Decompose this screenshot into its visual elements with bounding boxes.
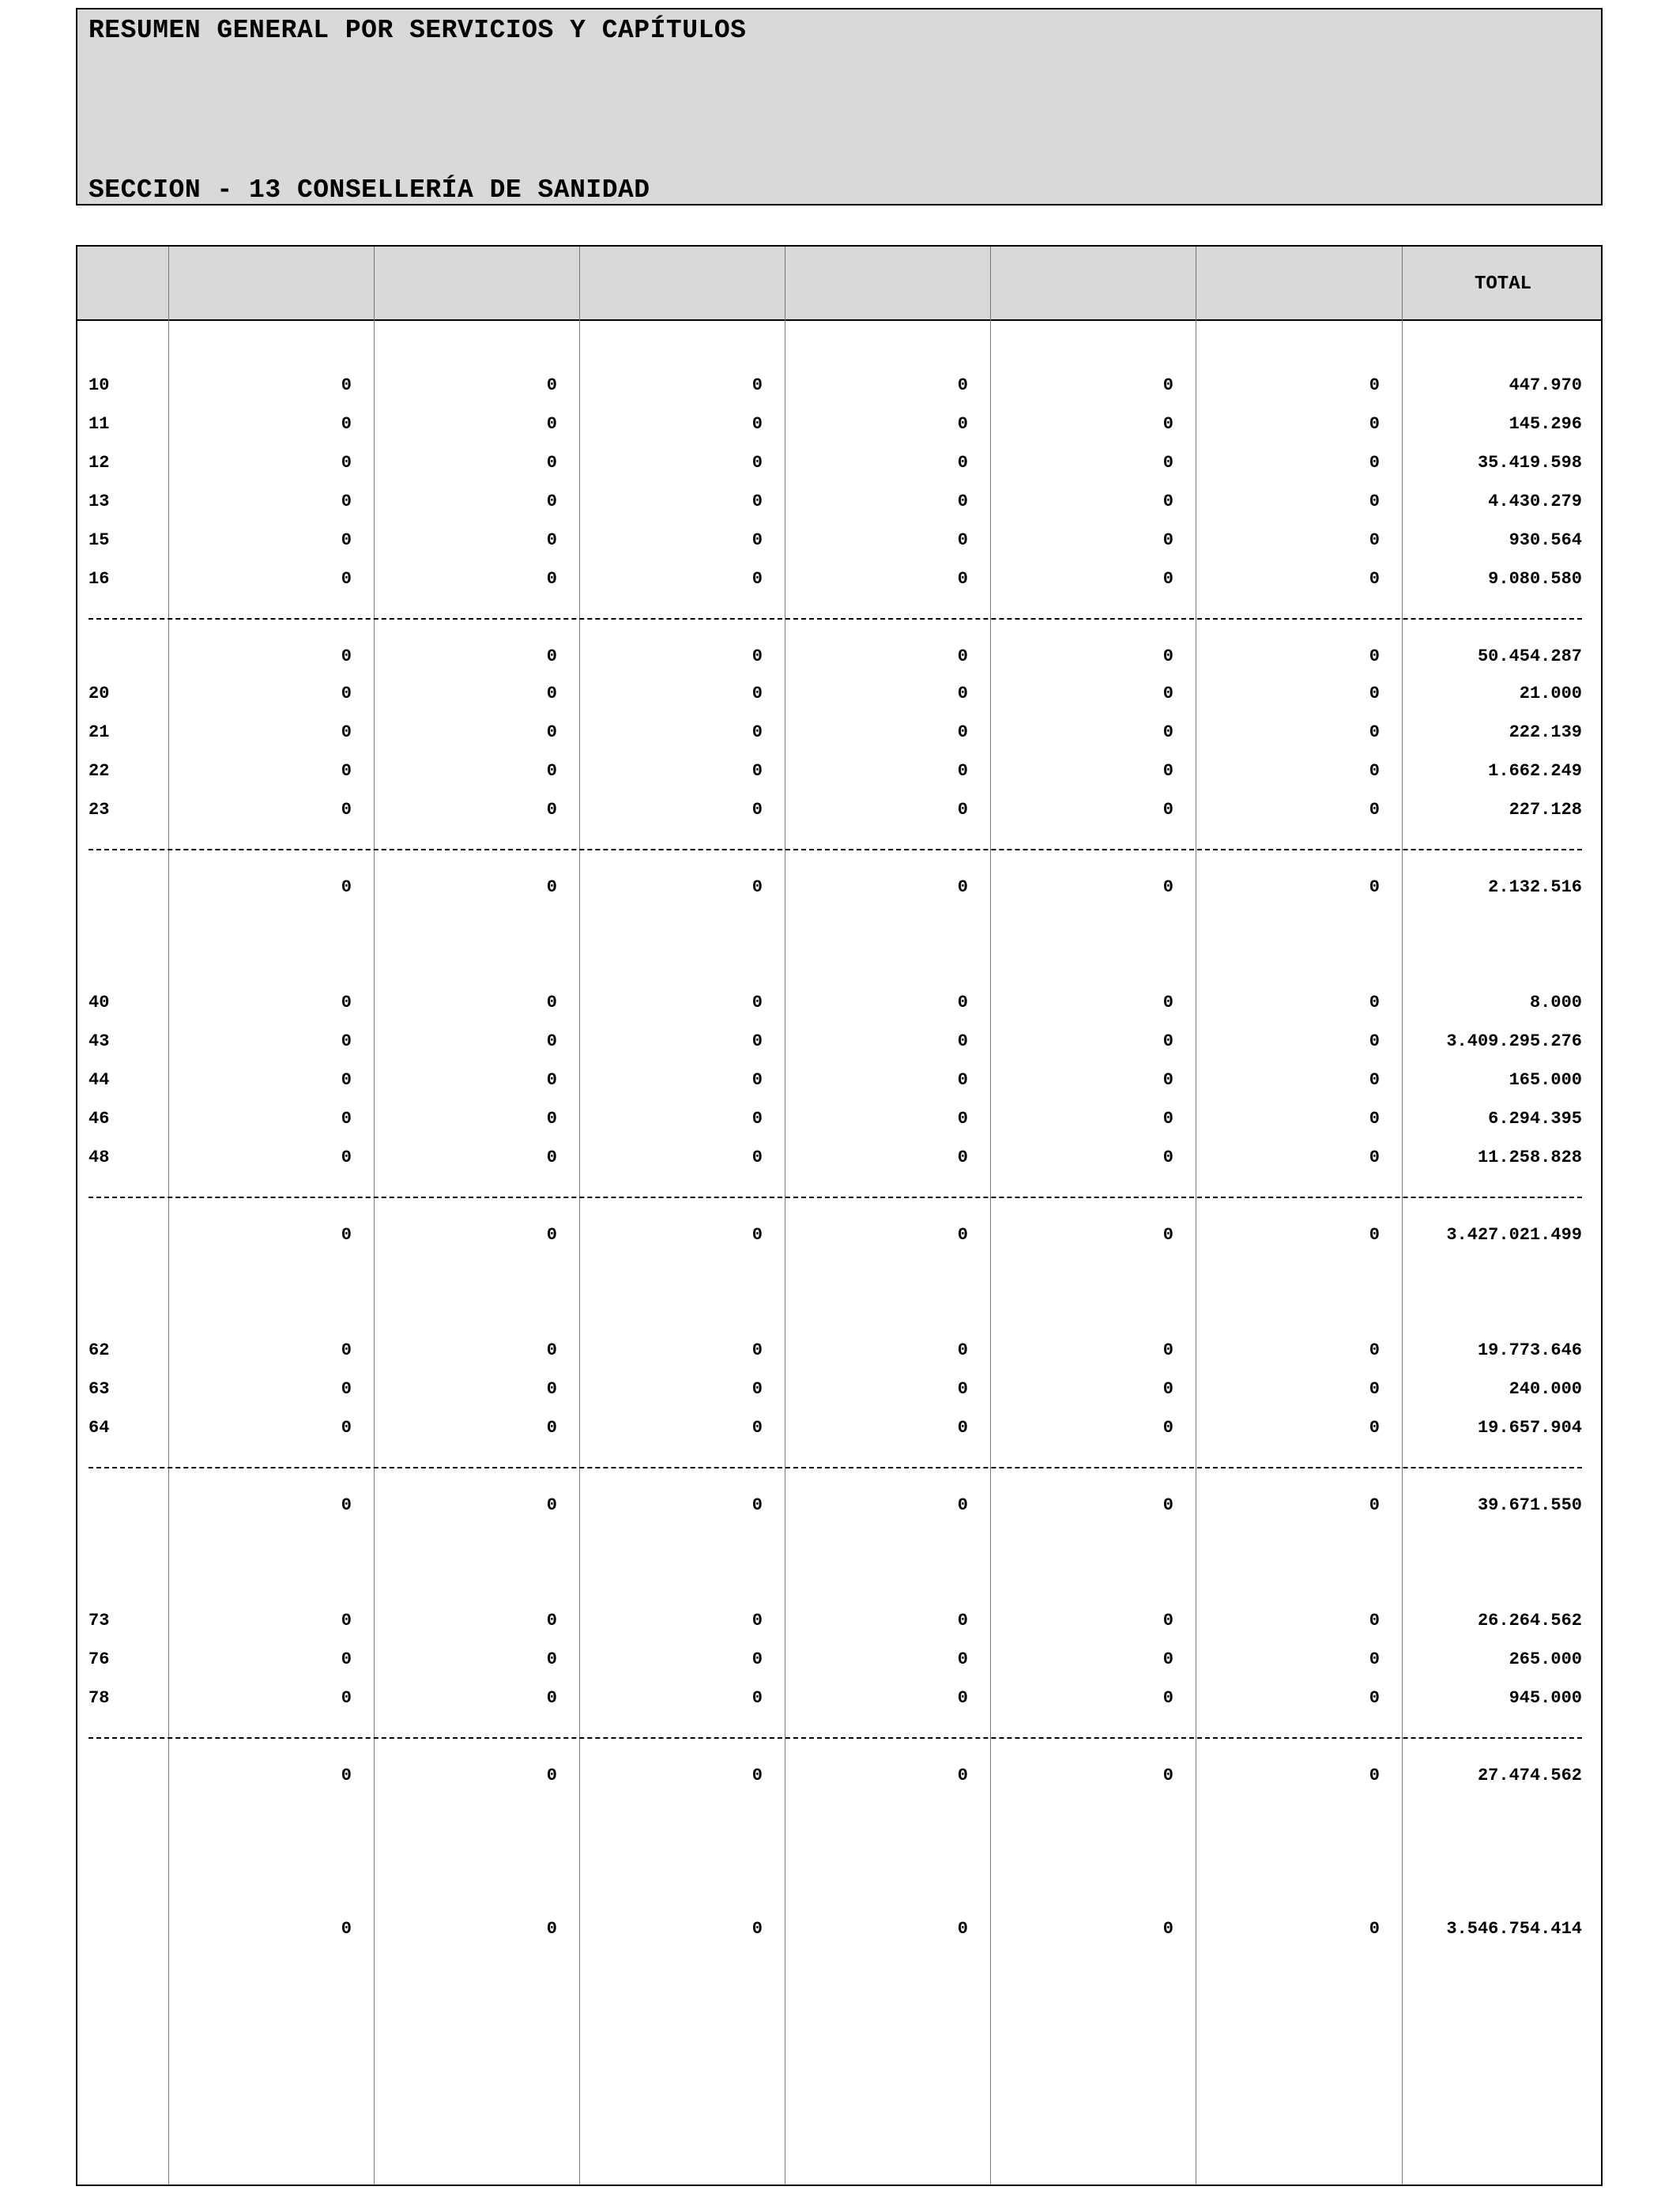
row-value: 0	[1162, 761, 1173, 781]
row-value: 0	[1369, 1649, 1380, 1669]
row-total: 26.264.562	[1477, 1611, 1582, 1630]
row-value: 0	[546, 414, 557, 434]
subtotal-row	[77, 645, 1601, 669]
row-value: 0	[341, 1495, 352, 1515]
row-value: 0	[546, 877, 557, 897]
row-value: 0	[341, 1070, 352, 1090]
row-value: 0	[957, 1495, 968, 1515]
row-value: 0	[1369, 877, 1380, 897]
row-value: 0	[957, 1418, 968, 1438]
total-column-header: TOTAL	[1474, 273, 1531, 295]
row-code: 48	[89, 1148, 110, 1167]
row-value: 0	[1369, 647, 1380, 666]
row-value: 0	[1162, 1919, 1173, 1939]
separator-line	[89, 849, 1582, 850]
table-row	[77, 1069, 1601, 1092]
row-value: 0	[1369, 1611, 1380, 1630]
table-row	[77, 1107, 1601, 1131]
row-value: 0	[751, 1919, 763, 1939]
row-value: 0	[341, 877, 352, 897]
row-code: 46	[89, 1109, 110, 1129]
row-value: 0	[957, 375, 968, 395]
row-value: 0	[1162, 1766, 1173, 1785]
row-value: 0	[1369, 375, 1380, 395]
table-row	[77, 1416, 1601, 1440]
row-value: 0	[546, 1418, 557, 1438]
row-value: 0	[957, 492, 968, 511]
row-value: 0	[546, 492, 557, 511]
row-value: 0	[957, 684, 968, 703]
row-value: 0	[1369, 1688, 1380, 1708]
subtotal-row	[77, 1223, 1601, 1247]
row-value: 0	[1162, 1070, 1173, 1090]
row-value: 0	[1162, 1031, 1173, 1051]
row-total: 39.671.550	[1477, 1495, 1582, 1515]
row-value: 0	[1369, 1031, 1380, 1051]
row-value: 0	[957, 761, 968, 781]
row-value: 0	[957, 1070, 968, 1090]
row-value: 0	[341, 569, 352, 589]
row-code: 15	[89, 530, 110, 550]
grand-total-row	[77, 1917, 1601, 1941]
row-value: 0	[341, 1148, 352, 1167]
table-row	[77, 682, 1601, 706]
table-row	[77, 1030, 1601, 1054]
row-value: 0	[546, 1611, 557, 1630]
row-value: 0	[751, 800, 763, 820]
row-value: 0	[341, 1031, 352, 1051]
row-value: 0	[957, 993, 968, 1012]
row-value: 0	[751, 1109, 763, 1129]
row-value: 0	[546, 1495, 557, 1515]
row-total: 240.000	[1509, 1379, 1582, 1399]
row-value: 0	[957, 647, 968, 666]
row-value: 0	[1162, 1340, 1173, 1360]
row-value: 0	[1369, 684, 1380, 703]
row-total: 222.139	[1509, 722, 1582, 742]
row-value: 0	[957, 1919, 968, 1939]
row-value: 0	[1162, 1109, 1173, 1129]
row-value: 0	[341, 492, 352, 511]
row-value: 0	[751, 761, 763, 781]
table-row	[77, 1339, 1601, 1363]
row-value: 0	[1369, 1766, 1380, 1785]
row-total: 21.000	[1519, 684, 1582, 703]
row-value: 0	[1162, 647, 1173, 666]
row-value: 0	[546, 453, 557, 473]
separator-line	[89, 1737, 1582, 1739]
row-value: 0	[957, 1225, 968, 1245]
row-value: 0	[957, 800, 968, 820]
row-value: 0	[341, 1418, 352, 1438]
row-value: 0	[1162, 722, 1173, 742]
row-value: 0	[1162, 375, 1173, 395]
row-value: 0	[546, 1379, 557, 1399]
row-value: 0	[341, 684, 352, 703]
row-value: 0	[1162, 684, 1173, 703]
row-value: 0	[341, 453, 352, 473]
row-value: 0	[1369, 1070, 1380, 1090]
row-value: 0	[546, 761, 557, 781]
row-total: 145.296	[1509, 414, 1582, 434]
row-value: 0	[957, 530, 968, 550]
row-value: 0	[1162, 1688, 1173, 1708]
subtotal-row	[77, 1494, 1601, 1517]
row-value: 0	[751, 453, 763, 473]
row-value: 0	[751, 1418, 763, 1438]
row-value: 0	[1162, 800, 1173, 820]
row-value: 0	[957, 1340, 968, 1360]
row-code: 43	[89, 1031, 110, 1051]
subtotal-row	[77, 876, 1601, 899]
row-value: 0	[957, 1688, 968, 1708]
row-value: 0	[341, 800, 352, 820]
table-row	[77, 1146, 1601, 1170]
row-value: 0	[546, 647, 557, 666]
report-title: RESUMEN GENERAL POR SERVICIOS Y CAPÍTULOS	[89, 16, 747, 45]
row-value: 0	[1369, 761, 1380, 781]
row-value: 0	[957, 877, 968, 897]
table-row	[77, 529, 1601, 552]
row-value: 0	[751, 993, 763, 1012]
row-total: 35.419.598	[1477, 453, 1582, 473]
row-value: 0	[341, 1611, 352, 1630]
row-value: 0	[957, 1109, 968, 1129]
row-code: 20	[89, 684, 110, 703]
row-value: 0	[341, 1766, 352, 1785]
row-value: 0	[957, 722, 968, 742]
table-row	[77, 1648, 1601, 1672]
row-value: 0	[957, 1649, 968, 1669]
row-value: 0	[341, 1919, 352, 1939]
table-row	[77, 991, 1601, 1015]
row-value: 0	[751, 375, 763, 395]
row-value: 0	[957, 1766, 968, 1785]
row-value: 0	[341, 1649, 352, 1669]
table-row	[77, 760, 1601, 783]
row-value: 0	[957, 1031, 968, 1051]
row-value: 0	[341, 761, 352, 781]
row-value: 0	[546, 375, 557, 395]
row-code: 22	[89, 761, 110, 781]
row-value: 0	[751, 492, 763, 511]
row-code: 13	[89, 492, 110, 511]
row-total: 227.128	[1509, 800, 1582, 820]
row-code: 10	[89, 375, 110, 395]
row-total: 165.000	[1509, 1070, 1582, 1090]
table-row	[77, 1687, 1601, 1710]
row-value: 0	[341, 647, 352, 666]
row-value: 0	[1369, 1418, 1380, 1438]
row-code: 11	[89, 414, 110, 434]
row-value: 0	[546, 800, 557, 820]
row-code: 73	[89, 1611, 110, 1630]
separator-line	[89, 1197, 1582, 1198]
summary-table	[76, 245, 1603, 2186]
row-total: 1.662.249	[1488, 761, 1582, 781]
subtotal-row	[77, 1764, 1601, 1788]
row-value: 0	[957, 1148, 968, 1167]
row-value: 0	[546, 1109, 557, 1129]
row-total: 3.409.295.276	[1446, 1031, 1582, 1051]
row-value: 0	[341, 530, 352, 550]
row-value: 0	[1162, 530, 1173, 550]
row-value: 0	[751, 1340, 763, 1360]
row-value: 0	[341, 1379, 352, 1399]
row-value: 0	[1369, 993, 1380, 1012]
separator-line	[89, 618, 1582, 620]
row-code: 64	[89, 1418, 110, 1438]
row-value: 0	[957, 569, 968, 589]
row-value: 0	[751, 1766, 763, 1785]
table-row	[77, 490, 1601, 514]
row-total: 19.657.904	[1477, 1418, 1582, 1438]
row-code: 23	[89, 800, 110, 820]
row-value: 0	[546, 993, 557, 1012]
row-value: 0	[546, 1340, 557, 1360]
row-value: 0	[546, 530, 557, 550]
row-value: 0	[751, 1649, 763, 1669]
row-value: 0	[957, 1379, 968, 1399]
row-total: 265.000	[1509, 1649, 1582, 1669]
row-total: 447.970	[1509, 375, 1582, 395]
table-row	[77, 798, 1601, 822]
row-value: 0	[957, 1611, 968, 1630]
row-value: 0	[1162, 993, 1173, 1012]
row-value: 0	[546, 569, 557, 589]
row-code: 16	[89, 569, 110, 589]
row-value: 0	[1369, 492, 1380, 511]
row-value: 0	[1162, 877, 1173, 897]
row-code: 63	[89, 1379, 110, 1399]
row-value: 0	[1162, 414, 1173, 434]
row-value: 0	[546, 1688, 557, 1708]
row-value: 0	[1369, 1148, 1380, 1167]
row-value: 0	[1369, 1340, 1380, 1360]
row-total: 11.258.828	[1477, 1148, 1582, 1167]
row-value: 0	[751, 530, 763, 550]
table-row	[77, 721, 1601, 745]
row-value: 0	[341, 1340, 352, 1360]
table-row	[77, 567, 1601, 591]
row-total: 3.546.754.414	[1446, 1919, 1582, 1939]
row-value: 0	[546, 684, 557, 703]
row-value: 0	[1162, 1148, 1173, 1167]
row-value: 0	[546, 722, 557, 742]
row-code: 40	[89, 993, 110, 1012]
row-value: 0	[341, 1109, 352, 1129]
row-total: 27.474.562	[1477, 1766, 1582, 1785]
row-value: 0	[751, 1688, 763, 1708]
row-value: 0	[1369, 722, 1380, 742]
row-value: 0	[751, 1495, 763, 1515]
row-value: 0	[751, 1611, 763, 1630]
row-value: 0	[546, 1649, 557, 1669]
row-total: 945.000	[1509, 1688, 1582, 1708]
row-value: 0	[751, 647, 763, 666]
row-value: 0	[1369, 800, 1380, 820]
row-value: 0	[1162, 453, 1173, 473]
table-body	[77, 247, 1601, 2185]
row-value: 0	[546, 1148, 557, 1167]
row-value: 0	[1369, 569, 1380, 589]
row-code: 12	[89, 453, 110, 473]
row-value: 0	[957, 414, 968, 434]
row-value: 0	[1369, 453, 1380, 473]
row-value: 0	[1162, 1611, 1173, 1630]
row-code: 21	[89, 722, 110, 742]
row-value: 0	[1369, 1919, 1380, 1939]
row-value: 0	[546, 1070, 557, 1090]
row-value: 0	[546, 1225, 557, 1245]
table-row	[77, 1609, 1601, 1633]
row-total: 50.454.287	[1477, 647, 1582, 666]
row-value: 0	[1162, 569, 1173, 589]
row-value: 0	[1369, 1495, 1380, 1515]
table-row	[77, 451, 1601, 475]
section-title: SECCION - 13 CONSELLERÍA DE SANIDAD	[89, 175, 650, 205]
row-code: 44	[89, 1070, 110, 1090]
row-value: 0	[1369, 530, 1380, 550]
row-value: 0	[957, 453, 968, 473]
row-value: 0	[751, 684, 763, 703]
row-value: 0	[751, 414, 763, 434]
row-value: 0	[341, 375, 352, 395]
row-value: 0	[1162, 1649, 1173, 1669]
row-value: 0	[546, 1031, 557, 1051]
row-code: 62	[89, 1340, 110, 1360]
row-code: 76	[89, 1649, 110, 1669]
row-value: 0	[751, 877, 763, 897]
row-value: 0	[341, 1688, 352, 1708]
row-value: 0	[341, 1225, 352, 1245]
row-value: 0	[1162, 492, 1173, 511]
row-value: 0	[1369, 1379, 1380, 1399]
row-value: 0	[751, 1031, 763, 1051]
row-value: 0	[751, 722, 763, 742]
table-row	[77, 374, 1601, 398]
row-value: 0	[751, 1379, 763, 1399]
row-value: 0	[751, 1225, 763, 1245]
table-row	[77, 1378, 1601, 1401]
row-value: 0	[1162, 1495, 1173, 1515]
row-total: 9.080.580	[1488, 569, 1582, 589]
table-row	[77, 413, 1601, 436]
row-value: 0	[1369, 414, 1380, 434]
row-value: 0	[1162, 1225, 1173, 1245]
row-value: 0	[751, 1070, 763, 1090]
row-total: 2.132.516	[1488, 877, 1582, 897]
report-header	[76, 8, 1603, 205]
row-total: 8.000	[1529, 993, 1582, 1012]
row-value: 0	[341, 993, 352, 1012]
row-code: 78	[89, 1688, 110, 1708]
row-value: 0	[1369, 1225, 1380, 1245]
row-value: 0	[1162, 1379, 1173, 1399]
separator-line	[89, 1467, 1582, 1468]
row-value: 0	[546, 1766, 557, 1785]
row-value: 0	[341, 722, 352, 742]
row-value: 0	[751, 1148, 763, 1167]
row-value: 0	[1162, 1418, 1173, 1438]
row-total: 4.430.279	[1488, 492, 1582, 511]
row-value: 0	[341, 414, 352, 434]
row-total: 930.564	[1509, 530, 1582, 550]
row-total: 6.294.395	[1488, 1109, 1582, 1129]
row-value: 0	[1369, 1109, 1380, 1129]
row-value: 0	[751, 569, 763, 589]
row-total: 19.773.646	[1477, 1340, 1582, 1360]
row-value: 0	[546, 1919, 557, 1939]
row-total: 3.427.021.499	[1446, 1225, 1582, 1245]
